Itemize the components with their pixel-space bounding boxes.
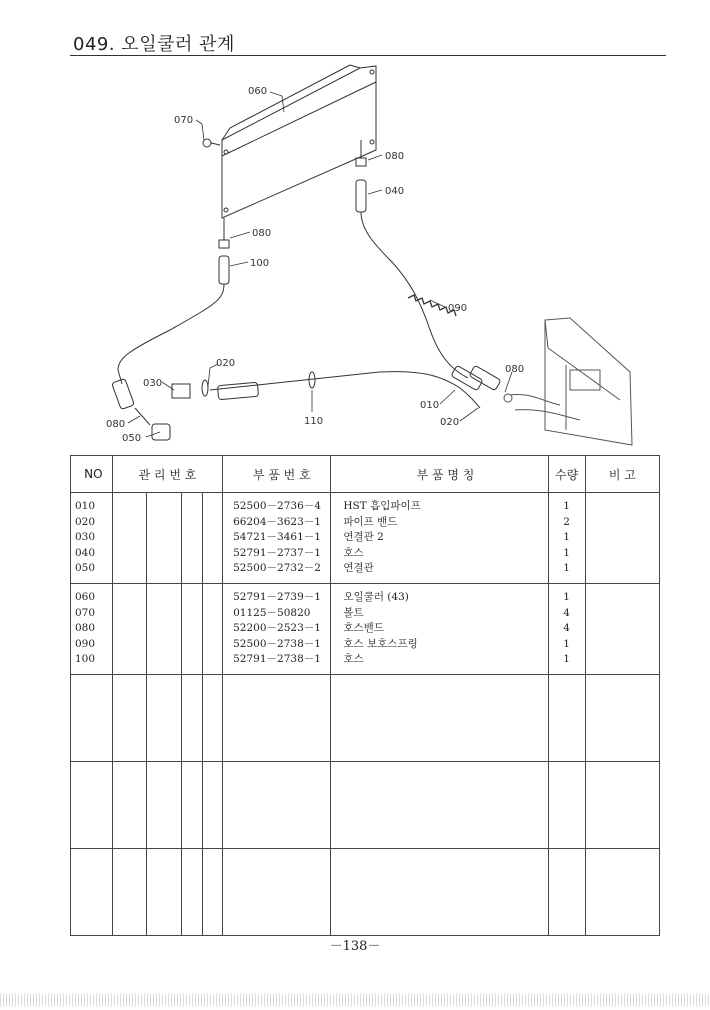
row-qty: 1 bbox=[563, 653, 570, 666]
scan-artifact-strip bbox=[0, 994, 710, 1006]
header-qty: 수량 bbox=[548, 456, 585, 493]
row-part-name: 오일쿨러 (43) bbox=[343, 591, 409, 603]
row-part-name: 호스 보호스프링 bbox=[343, 637, 418, 650]
callout-090: 090 bbox=[448, 303, 468, 314]
row-no: 020 bbox=[75, 515, 96, 528]
row-no: 040 bbox=[75, 546, 96, 559]
row-part-no: 52791－2738－1 bbox=[233, 653, 321, 666]
callout-050: 050 bbox=[122, 433, 142, 444]
row-qty: 4 bbox=[563, 622, 570, 635]
row-part-name: 호스 bbox=[343, 546, 364, 559]
table-row-group-1 bbox=[71, 493, 660, 584]
callout-080: 080 bbox=[252, 228, 272, 239]
row-no: 100 bbox=[75, 653, 96, 666]
table-row-empty bbox=[71, 849, 660, 936]
row-qty: 1 bbox=[563, 546, 570, 559]
row-no: 030 bbox=[75, 531, 96, 544]
row-part-no: 52500－2736－4 bbox=[233, 500, 321, 512]
callout-080: 080 bbox=[106, 419, 126, 430]
parts-table bbox=[70, 455, 660, 936]
oil-cooler-060 bbox=[222, 65, 376, 218]
row-part-no: 52500－2738－1 bbox=[233, 637, 321, 650]
header-mgmt-no: 관 리 번 호 bbox=[112, 456, 222, 493]
table-row-empty bbox=[71, 675, 660, 762]
row-no: 090 bbox=[75, 637, 96, 650]
title-divider bbox=[70, 55, 666, 56]
row-qty: 2 bbox=[563, 515, 570, 528]
callout-020: 020 bbox=[216, 358, 236, 369]
oil-cooler-diagram bbox=[70, 58, 670, 453]
row-no: 050 bbox=[75, 562, 96, 575]
row-part-name: HST 흡입파이프 bbox=[343, 500, 421, 512]
row-no: 010 bbox=[75, 500, 96, 512]
callout-080: 080 bbox=[385, 151, 405, 162]
header-part-name: 부 품 명 칭 bbox=[331, 456, 548, 493]
row-part-no: 01125－50820 bbox=[233, 606, 311, 619]
row-no: 060 bbox=[75, 591, 96, 603]
callout-060: 060 bbox=[248, 86, 268, 97]
row-part-no: 66204－3623－1 bbox=[233, 515, 321, 528]
row-part-name: 호스밴드 bbox=[343, 622, 384, 635]
row-qty: 1 bbox=[563, 637, 570, 650]
header-part-no: 부 품 번 호 bbox=[223, 456, 331, 493]
table-row-group-2 bbox=[71, 584, 660, 675]
callout-030: 030 bbox=[143, 378, 163, 389]
row-part-no: 52200－2523－1 bbox=[233, 622, 321, 635]
callout-040: 040 bbox=[385, 186, 405, 197]
table-row-empty bbox=[71, 762, 660, 849]
page-number: －138－ bbox=[329, 939, 381, 954]
row-no: 080 bbox=[75, 622, 96, 635]
row-qty: 1 bbox=[563, 591, 570, 603]
row-part-no: 52791－2737－1 bbox=[233, 546, 321, 559]
row-qty: 1 bbox=[563, 500, 570, 512]
header-no: NO bbox=[71, 456, 113, 493]
callout-110: 110 bbox=[304, 416, 324, 427]
row-part-name: 볼트 bbox=[343, 606, 364, 619]
row-part-name: 연결관 2 bbox=[343, 531, 384, 544]
callout-080: 080 bbox=[505, 364, 525, 375]
machine-housing bbox=[504, 318, 632, 445]
row-qty: 1 bbox=[563, 562, 570, 575]
callout-070: 070 bbox=[174, 115, 194, 126]
row-part-name: 파이프 밴드 bbox=[343, 515, 398, 528]
row-part-name: 연결관 bbox=[343, 562, 374, 575]
callout-020: 020 bbox=[440, 417, 460, 428]
page-title: 049. 오일쿨러 관계 bbox=[73, 34, 235, 55]
row-no: 070 bbox=[75, 606, 96, 619]
row-part-name: 호스 bbox=[343, 653, 364, 666]
callout-010: 010 bbox=[420, 400, 440, 411]
table-header-row bbox=[71, 456, 660, 493]
row-part-no: 54721－3461－1 bbox=[233, 531, 321, 544]
row-qty: 1 bbox=[563, 531, 570, 544]
callout-100: 100 bbox=[250, 258, 270, 269]
bolt-070 bbox=[203, 139, 220, 147]
row-part-no: 52791－2739－1 bbox=[233, 591, 321, 603]
header-remarks: 비 고 bbox=[585, 456, 659, 493]
row-part-no: 52500－2732－2 bbox=[233, 562, 321, 575]
row-qty: 4 bbox=[563, 606, 570, 619]
